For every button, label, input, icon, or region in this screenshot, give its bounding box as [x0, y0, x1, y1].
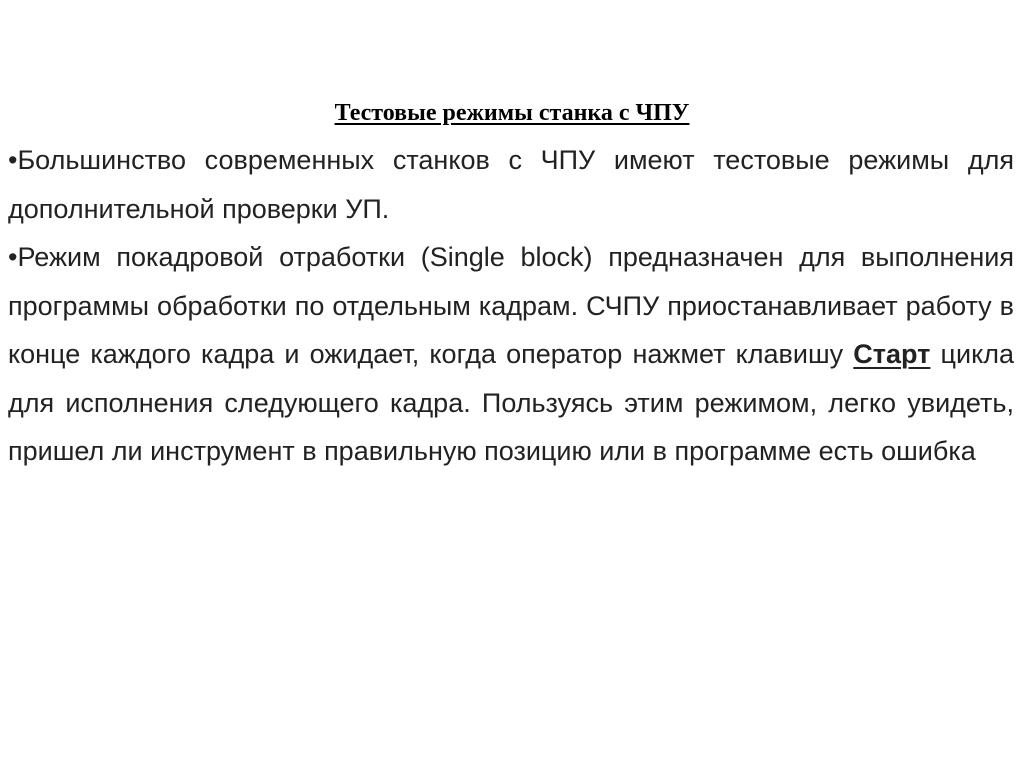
bullet-marker: •	[8, 242, 18, 272]
bullet-paragraph-1	[8, 136, 1014, 233]
start-key-label: Старт	[853, 339, 931, 369]
slide-body	[8, 136, 1014, 476]
paragraph-2-text-before: Режим покадровой отработки (Single block) предназначен для выполнения программы обработки по отдельным кадрам. СЧПУ приостанавливает работу в конце каждого кадра и ожидает, когда оператор нажмет клавишу	[8, 242, 1014, 369]
paragraph-1-text: Большинство современных станков с ЧПУ имеют тестовые режимы для дополнительной проверки УП.	[8, 145, 1014, 224]
slide-title	[0, 98, 1024, 128]
slide-title-text: Тестовые режимы станка с ЧПУ	[334, 100, 690, 126]
bullet-marker: •	[8, 145, 18, 175]
bullet-paragraph-2	[8, 233, 1014, 476]
paragraph-2-text-after: цикла для исполнения следующего кадра. Пользуясь этим режимом, легко увидеть, пришел ли инструмент в правильную позицию или в программе есть ошибка	[8, 339, 1014, 466]
